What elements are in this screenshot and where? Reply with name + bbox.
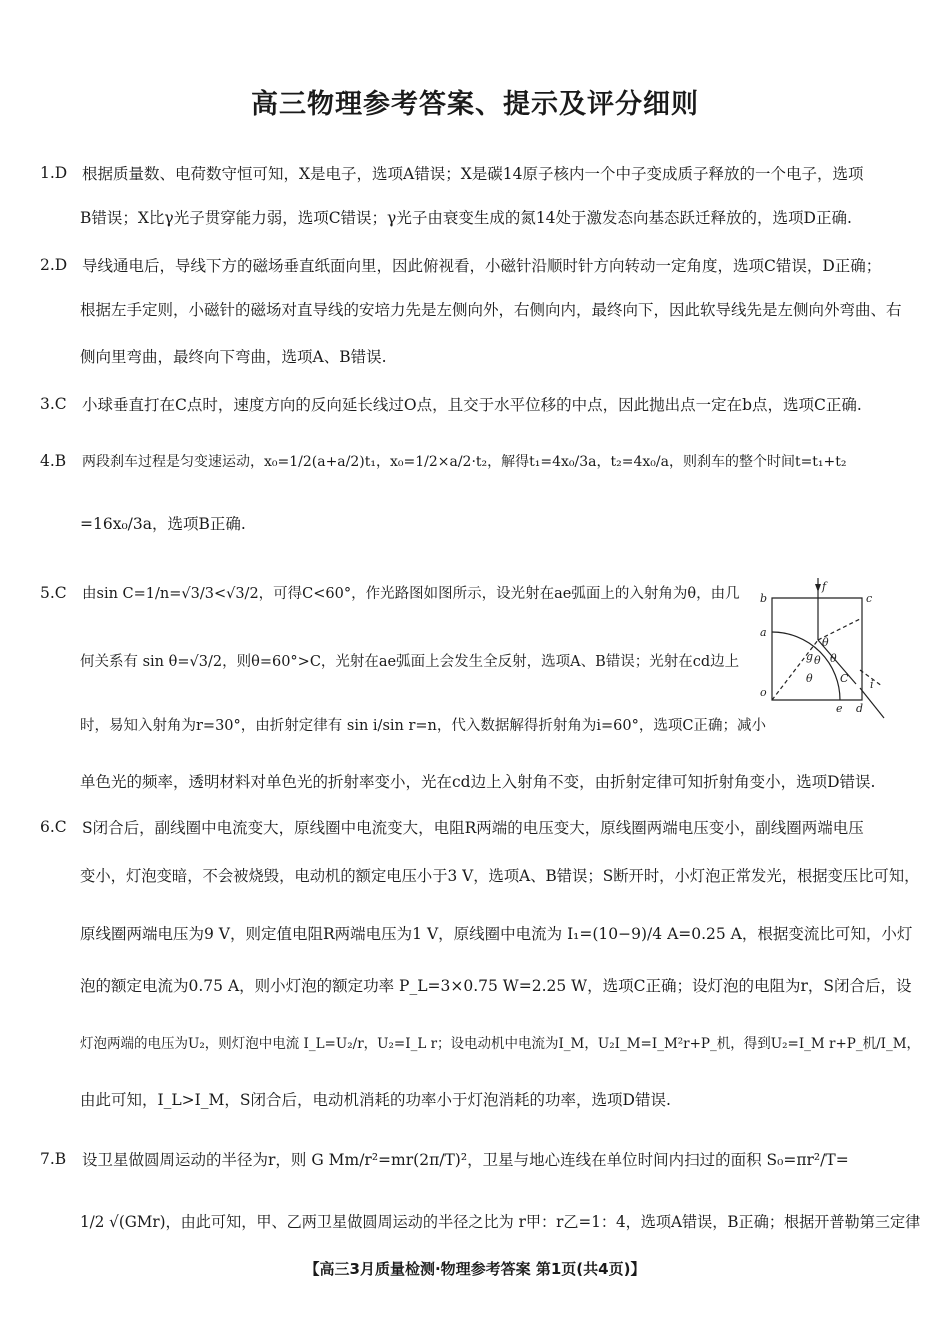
label-b: b <box>760 592 768 605</box>
label-theta-2: θ <box>814 654 821 667</box>
q5-line-4: 单色光的频率，透明材料对单色光的折射率变小，光在cd边上入射角不变，由折射定律可知折射角变小，选项D错误. <box>80 773 876 791</box>
q5-line-3: 时，易知入射角为r=30°，由折射定律有 sin i/sin r=n，代入数据解得折射角为i=60°，选项C正确；减小 <box>80 718 766 734</box>
label-o: o <box>760 686 767 699</box>
label-e: e <box>836 702 843 715</box>
page-footer: 【高三3月质量检测·物理参考答案 第1页(共4页)】 <box>304 1260 646 1278</box>
q1-number: 1.D <box>40 164 68 182</box>
q1-line-2: B错误；X比γ光子贯穿能力弱，选项C错误；γ光子由衰变生成的氮14处于激发态向基态跃迁释放的，选项D正确. <box>80 209 852 227</box>
q5-line-2: 何关系有 sin θ=√3/2，则θ=60°>C，光射在ae弧面上会发生全反射，选项A、B错误；光射在cd边上 <box>80 654 740 670</box>
q7-number: 7.B <box>40 1150 67 1168</box>
q7-line-1: 设卫星做圆周运动的半径为r，则 G Mm/r²=mr(2π/T)²，卫星与地心连线在单位时间内扫过的面积 S₀=πr²/T= <box>82 1151 849 1169</box>
q6-number: 6.C <box>40 818 67 836</box>
q3-line-1: 小球垂直打在C点时，速度方向的反向延长线过O点，且交于水平位移的中点，因此抛出点一定在b点，选项C正确. <box>82 396 862 414</box>
normal-line <box>772 640 818 700</box>
label-theta-1: θ <box>822 636 829 649</box>
label-i: i <box>870 678 874 691</box>
label-theta-4: θ <box>806 672 813 685</box>
q6-line-1: S闭合后，副线圈中电流变大，原线圈中电流变大，电阻R两端的电压变大，原线圈两端电压变小，副线圈两端电压 <box>82 819 864 837</box>
label-theta-3: θ <box>830 652 837 665</box>
q6-line-6: 由此可知，I_L>I_M，S闭合后，电动机消耗的功率小于灯泡消耗的功率，选项D错误. <box>80 1091 671 1109</box>
q4-line-2: =16x₀/3a，选项B正确. <box>80 515 246 533</box>
q6-line-2: 变小，灯泡变暗，不会被烧毁，电动机的额定电压小于3 V，选项A、B错误；S断开时，小灯泡正常发光，根据变压比可知， <box>80 867 920 885</box>
q2-number: 2.D <box>40 256 68 274</box>
exit-ray <box>860 688 884 718</box>
q3-number: 3.C <box>40 395 67 413</box>
q5-line-1: 由sin C=1/n=√3/3<√3/2，可得C<60°，作光路图如图所示，设光射在ae弧面上的入射角为θ，由几 <box>82 586 740 602</box>
label-g: g <box>806 650 814 663</box>
label-c: c <box>866 592 873 605</box>
label-C: C <box>840 672 849 685</box>
arc-ae <box>772 632 840 700</box>
q2-line-2: 根据左手定则，小磁针的磁场对直导线的安培力先是左侧向外，右侧向内，最终向下，因此软导线先是左侧向外弯曲、右 <box>80 301 902 319</box>
q6-line-5: 灯泡两端的电压为U₂，则灯泡中电流 I_L=U₂/r，U₂=I_L r；设电动机中电流为I_M，U₂I_M=I_M²r+P_机，得到U₂=I_M r+P_机/I_M， <box>80 1036 921 1052</box>
optics-diagram <box>752 578 892 728</box>
q2-line-3: 侧向里弯曲，最终向下弯曲，选项A、B错误. <box>80 348 387 366</box>
page-title: 高三物理参考答案、提示及评分细则 <box>251 89 699 120</box>
q6-line-4: 泡的额定电流为0.75 A，则小灯泡的额定功率 P_L=3×0.75 W=2.25 W，选项C正确；设灯泡的电阻为r，S闭合后，设 <box>80 977 912 995</box>
q7-line-2: 1/2 √(GMr)，由此可知，甲、乙两卫星做圆周运动的半径之比为 r甲：r乙=1：4，选项A错误，B正确；根据开普勒第三定律 <box>80 1213 921 1231</box>
label-a: a <box>760 626 767 639</box>
label-f: f <box>822 580 827 593</box>
q5-number: 5.C <box>40 584 67 602</box>
arrow-head <box>815 584 821 592</box>
q4-number: 4.B <box>40 452 67 470</box>
q4-line-1: 两段刹车过程是匀变速运动，x₀=1/2(a+a/2)t₁，x₀=1/2×a/2·t₂，解得t₁=4x₀/3a，t₂=4x₀/a，则刹车的整个时间t=t₁+t₂ <box>82 454 847 470</box>
q2-line-1: 导线通电后，导线下方的磁场垂直纸面向里，因此俯视看，小磁针沿顺时针方向转动一定角度，选项C错误，D正确； <box>82 257 882 275</box>
label-d: d <box>856 702 864 715</box>
q1-line-1: 根据质量数、电荷数守恒可知，X是电子，选项A错误；X是碳14原子核内一个中子变成质子释放的一个电子，选项 <box>82 165 864 183</box>
q6-line-3: 原线圈两端电压为9 V，则定值电阻R两端电压为1 V，原线圈中电流为 I₁=(10−9)/4 A=0.25 A，根据变流比可知，小灯 <box>80 925 913 943</box>
